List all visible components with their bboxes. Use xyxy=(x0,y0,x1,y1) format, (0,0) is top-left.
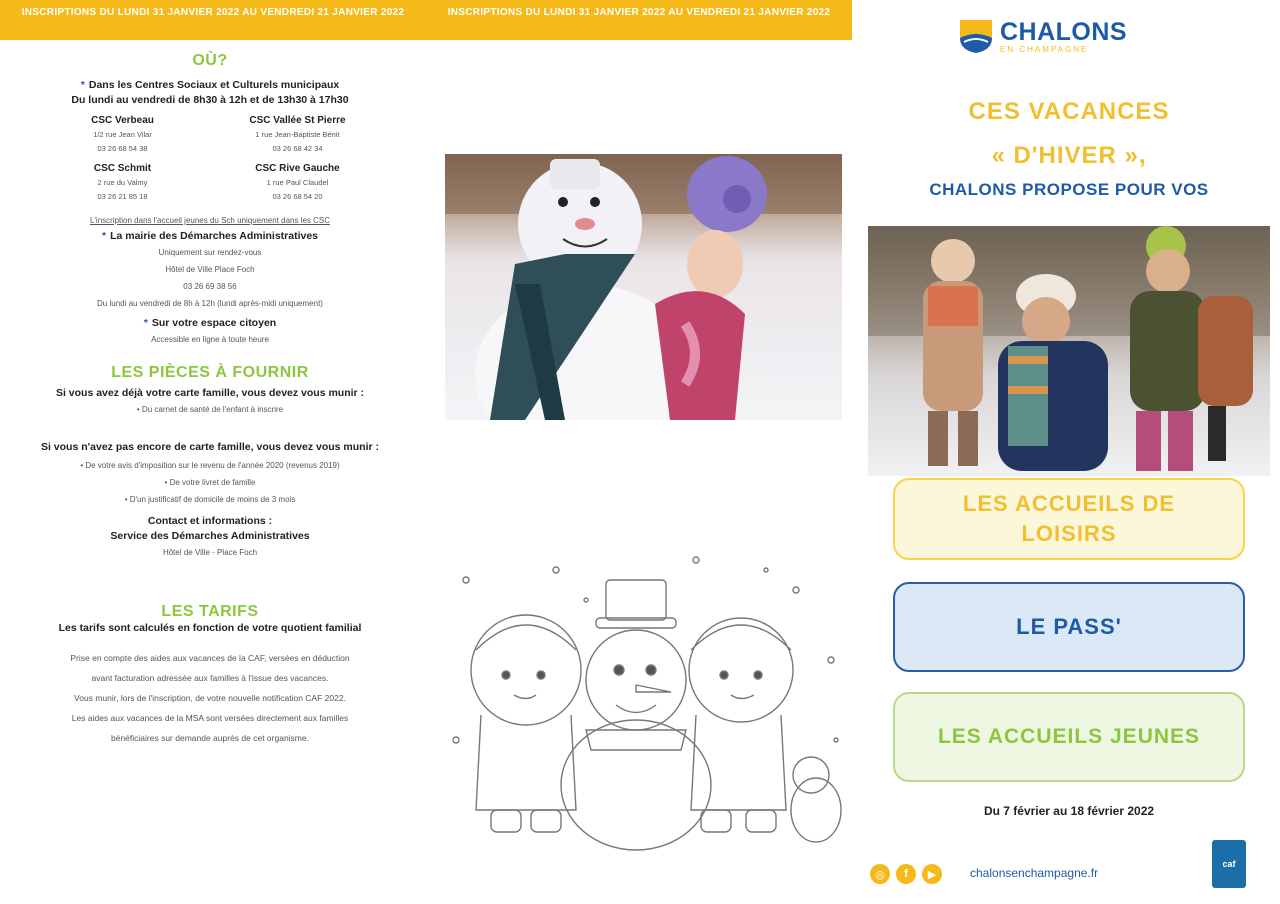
website-link[interactable]: chalonsenchampagne.fr xyxy=(970,866,1099,880)
mairie-line: Du lundi au vendredi de 8h à 12h (lundi après-midi uniquement) xyxy=(97,299,323,308)
youtube-icon[interactable]: ▶ xyxy=(922,864,942,884)
tarifs-title: LES TARIFS xyxy=(161,603,259,620)
mairie-line: Uniquement sur rendez-vous xyxy=(158,248,262,257)
where-line2: Du lundi au vendredi de 8h30 à 12h et de 13h30 à 17h30 xyxy=(71,94,349,106)
box-accueils-jeunes-label: LES ACCUEILS JEUNES xyxy=(937,725,1201,748)
documents-title: LES PIÈCES À FOURNIR xyxy=(111,364,309,381)
info-column xyxy=(0,52,420,748)
online-title: * Sur votre espace citoyen xyxy=(143,317,277,329)
center-schmit: CSC Schmit 2 rue du Valmy 03 26 21 85 18 xyxy=(93,163,152,201)
csc-note: L'inscription dans l'accueil jeunes du Sch uniquement dans les CSC xyxy=(89,216,331,225)
logo-subtext: EN CHAMPAGNE xyxy=(1000,44,1089,54)
center-vallee: CSC Vallée St Pierre 1 rue Jean-Baptiste Bénit 03 26 68 42 34 xyxy=(249,115,346,153)
coloring-illustration xyxy=(436,540,856,860)
contact-service: Service des Démarches Administratives xyxy=(110,530,310,542)
documents-q1-line: • Du carnet de santé de l'enfant à inscrire xyxy=(136,405,284,414)
tarifs-line: avant facturation adressée aux familles à l'issue des vacances. xyxy=(91,673,329,683)
headline-line3: CHALONS PROPOSE POUR VOS xyxy=(929,180,1209,199)
caf-logo: caf xyxy=(1212,840,1246,888)
documents-q2-line: • D'un justificatif de domicile de moins de 3 mois xyxy=(124,495,296,504)
documents-q1: Si vous avez déjà votre carte famille, vous devez vous munir : xyxy=(55,387,365,399)
snowman-photo xyxy=(445,154,842,420)
tarifs-line: bénéficiaires sur demande auprès de cet organisme. xyxy=(111,733,309,743)
headline-line1: CES VACANCES xyxy=(968,98,1170,125)
contact-title: Contact et informations : xyxy=(147,515,273,527)
where-line1: * Dans les Centres Sociaux et Culturels municipaux xyxy=(80,79,340,91)
box-accueils-loisirs[interactable] xyxy=(893,478,1245,560)
box-accueils-loisirs-line2: LOISIRS xyxy=(1021,521,1117,546)
box-pass[interactable] xyxy=(893,582,1245,672)
social-icons xyxy=(870,864,942,884)
tarifs-line: Les aides aux vacances de la MSA sont versées directement aux familles xyxy=(71,713,349,723)
box-pass-label: LE PASS' xyxy=(1016,614,1122,639)
tarifs-subtitle: Les tarifs sont calculés en fonction de votre quotient familial xyxy=(58,622,362,634)
tarifs-line: Prise en compte des aides aux vacances de la CAF, versées en déduction xyxy=(70,653,350,663)
banner-right-text: INSCRIPTIONS DU LUNDI 31 JANVIER 2022 AU VENDREDI 21 JANVIER 2022 xyxy=(447,7,831,18)
chalons-logo-icon xyxy=(958,18,994,54)
logo-text: CHALONS xyxy=(1000,17,1128,46)
banner-left-text: INSCRIPTIONS DU LUNDI 31 JANVIER 2022 AU VENDREDI 21 JANVIER 2022 xyxy=(21,7,405,18)
dates-line: Du 7 février au 18 février 2022 xyxy=(983,804,1155,818)
center-rive-gauche: CSC Rive Gauche 1 rue Paul Claudel 03 26 68 54 20 xyxy=(255,163,340,201)
facebook-icon[interactable]: f xyxy=(896,864,916,884)
center-verbeau: CSC Verbeau 1/2 rue Jean Vilar 03 26 68 54 38 xyxy=(91,115,154,153)
tarifs-line: Vous munir, lors de l'inscription, de votre nouvelle notification CAF 2022. xyxy=(74,693,346,703)
chalons-logo xyxy=(958,12,1158,60)
online-line: Accessible en ligne à toute heure xyxy=(151,335,269,344)
where-title: OÙ? xyxy=(192,52,228,69)
mairie-line: 03 26 69 38 56 xyxy=(183,282,237,291)
documents-q2-line: • De votre avis d'imposition sur le revenu de l'année 2020 (revenus 2019) xyxy=(80,461,340,470)
top-banner xyxy=(0,0,852,40)
mairie-title: * La mairie des Démarches Administratives xyxy=(101,230,319,242)
box-accueils-jeunes[interactable] xyxy=(893,692,1245,782)
documents-q2: Si vous n'avez pas encore de carte famille, vous devez vous munir : xyxy=(40,441,380,453)
headline-line2: « D'HIVER », xyxy=(991,142,1147,169)
kids-snow-photo xyxy=(868,226,1270,476)
documents-q2-line: • De votre livret de famille xyxy=(164,478,256,487)
star-icon: * xyxy=(101,230,107,242)
star-icon: * xyxy=(80,79,85,91)
box-accueils-loisirs-line1: LES ACCUEILS DE xyxy=(962,491,1176,516)
centers-grid xyxy=(35,114,385,204)
star-icon: * xyxy=(143,317,148,329)
mairie-line: Hôtel de Ville Place Foch xyxy=(165,265,255,274)
contact-address: Hôtel de Ville - Place Foch xyxy=(162,548,258,557)
instagram-icon[interactable]: ◎ xyxy=(870,864,890,884)
